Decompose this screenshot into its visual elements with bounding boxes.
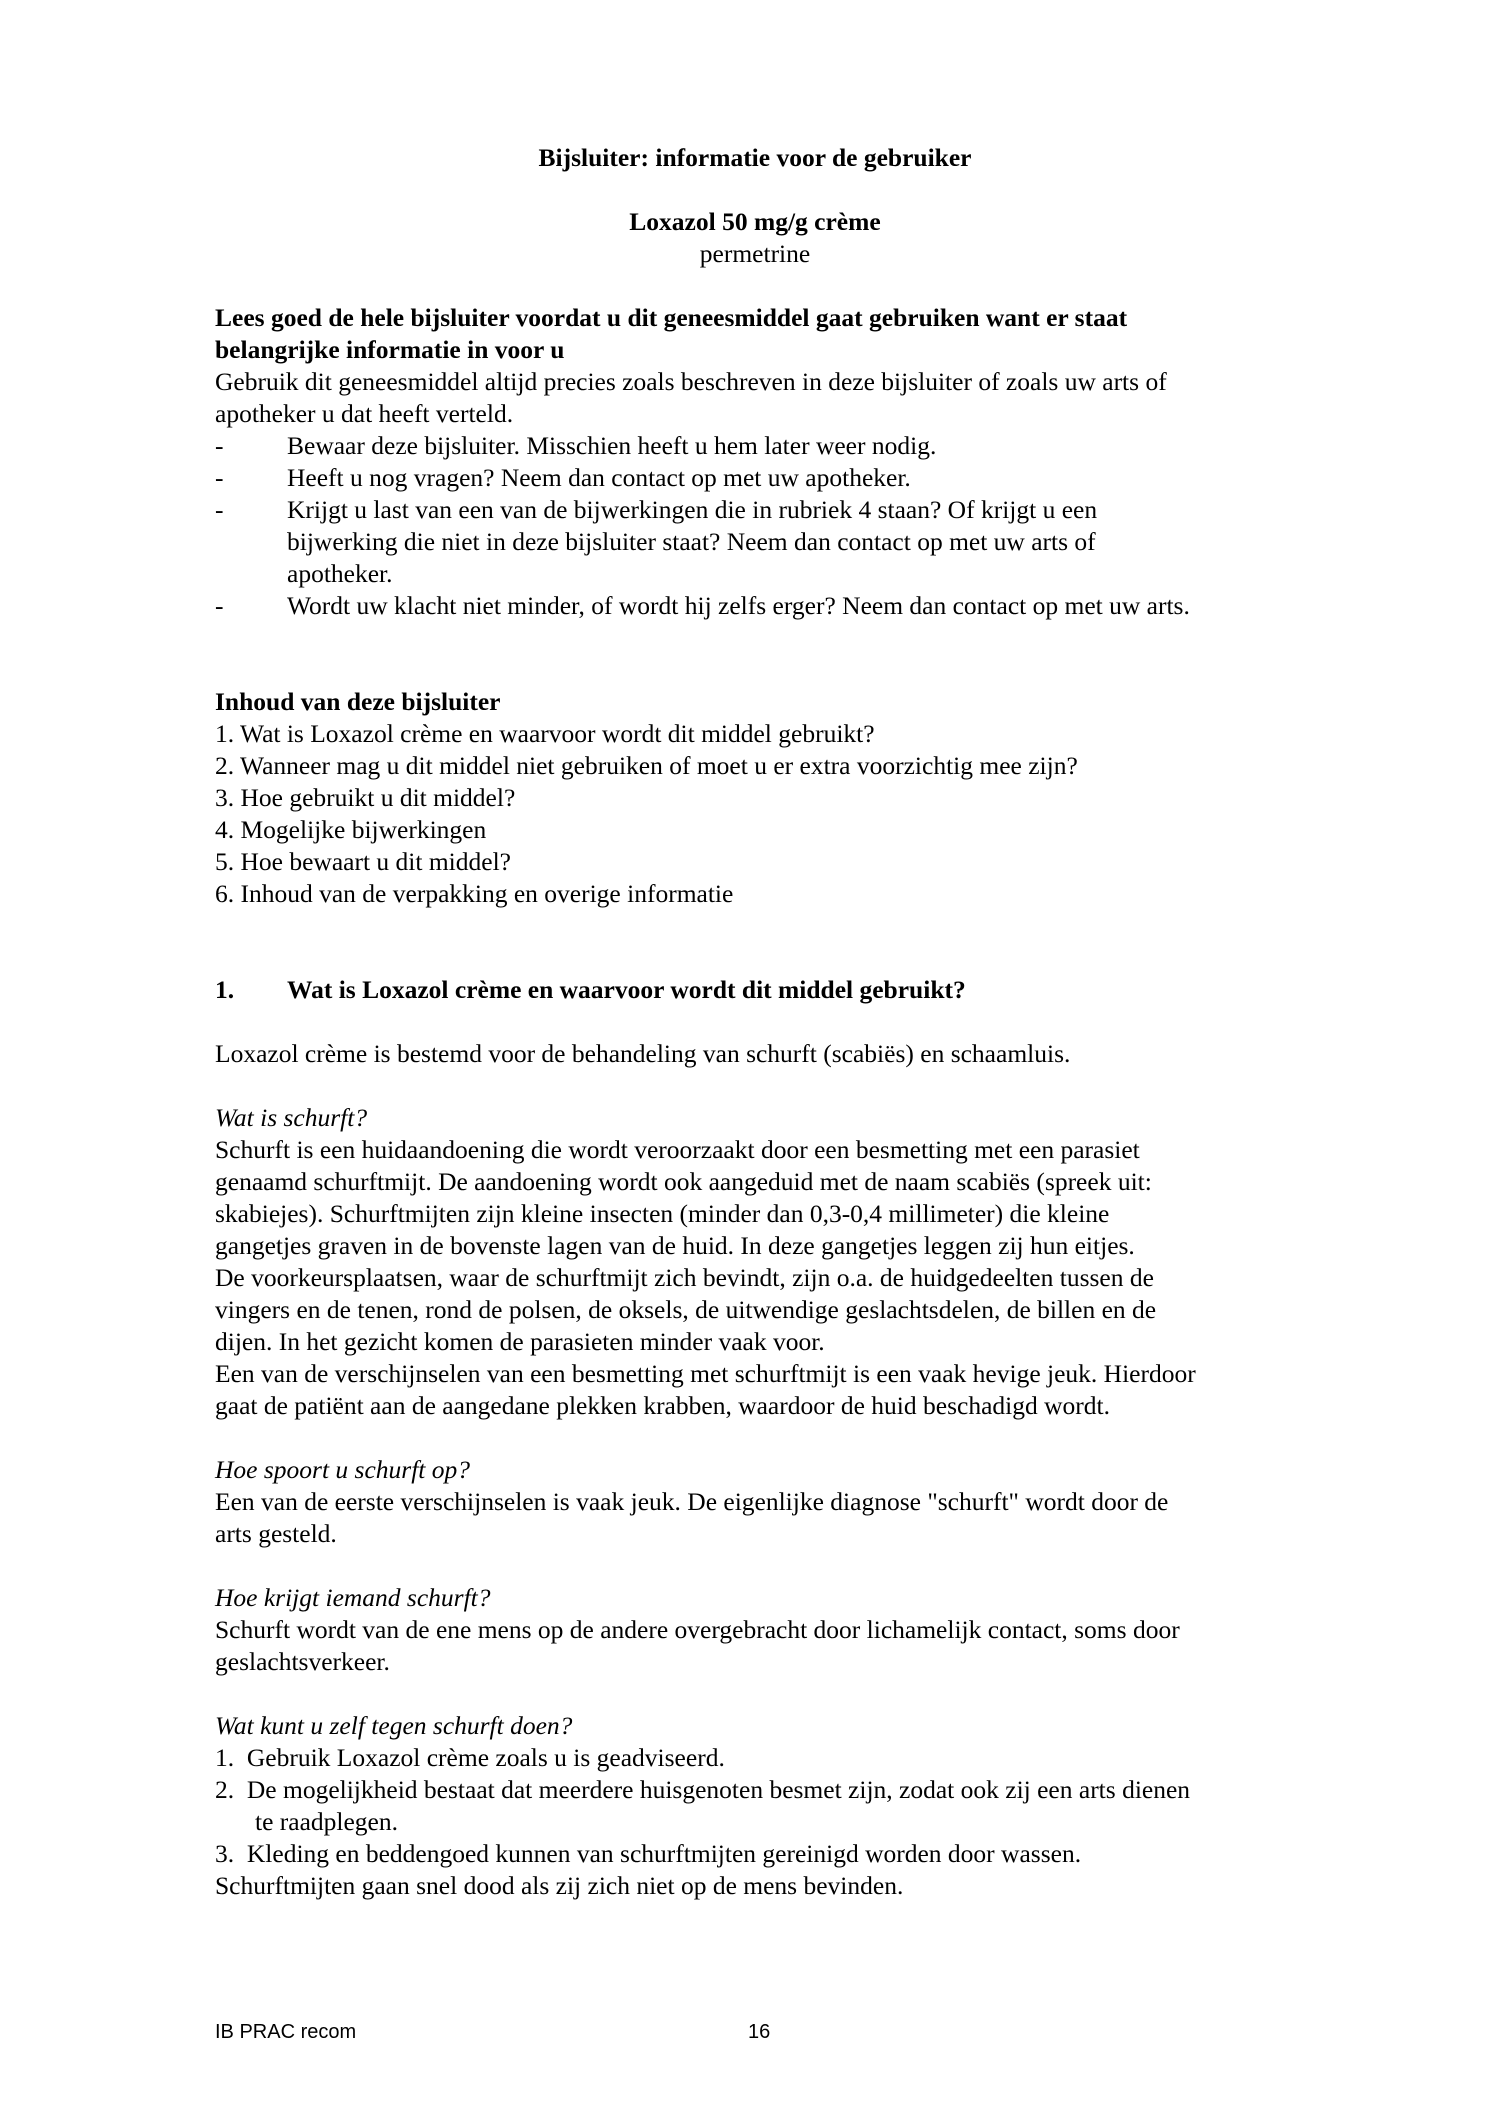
paragraph-line: arts gesteld. bbox=[215, 1519, 337, 1548]
intro-heading-line-2: belangrijke informatie in voor u bbox=[215, 335, 565, 364]
intro-bullet-continuation bbox=[215, 526, 1295, 558]
self-help-heading: Wat kunt u zelf tegen schurft doen? bbox=[215, 1711, 573, 1740]
self-help-item: 2. De mogelijkheid bestaat dat meerdere huisgenoten besmet zijn, zodat ook zij een arts dienen bbox=[215, 1775, 1191, 1804]
section-number: 1. bbox=[215, 975, 235, 1004]
section-1-intro: Loxazol crème is bestemd voor de behandeling van schurft (scabiës) en schaamluis. bbox=[215, 1039, 1071, 1068]
contents-item: 2. Wanneer mag u dit middel niet gebruiken of moet u er extra voorzichtig mee zijn? bbox=[215, 751, 1078, 780]
bullet-text: apotheker. bbox=[287, 559, 393, 588]
paragraph-line: De voorkeursplaatsen, waar de schurftmijt zich bevindt, zijn o.a. de huidgedeelten tussen de bbox=[215, 1263, 1154, 1292]
paragraph-line: dijen. In het gezicht komen de parasieten minder vaak voor. bbox=[215, 1327, 825, 1356]
page-number: 16 bbox=[748, 2021, 771, 2043]
footer-label: IB PRAC recom bbox=[215, 2021, 357, 2043]
paragraph-line: vingers en de tenen, rond de polsen, de oksels, de uitwendige geslachtsdelen, de billen en de bbox=[215, 1295, 1157, 1324]
paragraph-line: Een van de eerste verschijnselen is vaak jeuk. De eigenlijke diagnose "schurft" wordt door de bbox=[215, 1487, 1169, 1516]
bullet-text: Bewaar deze bijsluiter. Misschien heeft u hem later weer nodig. bbox=[287, 431, 937, 460]
bullet-dash: - bbox=[215, 463, 224, 492]
section-1-heading bbox=[215, 974, 1295, 1006]
bullet-dash: - bbox=[215, 431, 224, 460]
intro-bullet bbox=[215, 462, 1295, 494]
what-is-scabies-heading: Wat is schurft? bbox=[215, 1103, 368, 1132]
document-title: Bijsluiter: informatie voor de gebruiker bbox=[538, 143, 972, 172]
detect-scabies-heading: Hoe spoort u schurft op? bbox=[215, 1455, 470, 1484]
intro-bullet-continuation bbox=[215, 558, 1295, 590]
section-title: Wat is Loxazol crème en waarvoor wordt dit middel gebruikt? bbox=[287, 975, 966, 1004]
contents-item: 5. Hoe bewaart u dit middel? bbox=[215, 847, 511, 876]
product-name: Loxazol 50 mg/g crème bbox=[629, 207, 881, 236]
contents-item: 6. Inhoud van de verpakking en overige informatie bbox=[215, 879, 734, 908]
paragraph-line: Schurftmijten gaan snel dood als zij zich niet op de mens bevinden. bbox=[215, 1871, 904, 1900]
bullet-dash: - bbox=[215, 495, 224, 524]
self-help-item: 1. Gebruik Loxazol crème zoals u is geadviseerd. bbox=[215, 1743, 725, 1772]
self-help-item: 3. Kleding en beddengoed kunnen van schurftmijten gereinigd worden door wassen. bbox=[215, 1839, 1082, 1868]
paragraph-line: gaat de patiënt aan de aangedane plekken krabben, waardoor de huid beschadigd wordt. bbox=[215, 1391, 1110, 1420]
contents-item: 4. Mogelijke bijwerkingen bbox=[215, 815, 487, 844]
intro-bullet bbox=[215, 430, 1295, 462]
paragraph-line: genaamd schurftmijt. De aandoening wordt ook aangeduid met de naam scabiës (spreek uit: bbox=[215, 1167, 1152, 1196]
paragraph-line: Schurft is een huidaandoening die wordt veroorzaakt door een besmetting met een parasiet bbox=[215, 1135, 1140, 1164]
active-substance: permetrine bbox=[699, 239, 811, 268]
self-help-item-continuation: te raadplegen. bbox=[255, 1807, 399, 1836]
paragraph-line: Schurft wordt van de ene mens op de andere overgebracht door lichamelijk contact, soms door bbox=[215, 1615, 1180, 1644]
paragraph-line: geslachtsverkeer. bbox=[215, 1647, 390, 1676]
intro-text-line-2: apotheker u dat heeft verteld. bbox=[215, 399, 514, 428]
intro-bullet bbox=[215, 590, 1295, 622]
intro-text-line-1: Gebruik dit geneesmiddel altijd precies zoals beschreven in deze bijsluiter of zoals uw arts of bbox=[215, 367, 1167, 396]
bullet-text: bijwerking die niet in deze bijsluiter staat? Neem dan contact op met uw arts of bbox=[287, 527, 1096, 556]
contents-heading: Inhoud van deze bijsluiter bbox=[215, 687, 501, 716]
bullet-text: Heeft u nog vragen? Neem dan contact op met uw apotheker. bbox=[287, 463, 911, 492]
contents-item: 3. Hoe gebruikt u dit middel? bbox=[215, 783, 516, 812]
paragraph-line: Een van de verschijnselen van een besmetting met schurftmijt is een vaak hevige jeuk. Hierdoor bbox=[215, 1359, 1196, 1388]
bullet-text: Krijgt u last van een van de bijwerkingen die in rubriek 4 staan? Of krijgt u een bbox=[287, 495, 1098, 524]
bullet-dash: - bbox=[215, 591, 224, 620]
paragraph-line: skabiejes). Schurftmijten zijn kleine insecten (minder dan 0,3-0,4 millimeter) die kleine bbox=[215, 1199, 1110, 1228]
catch-scabies-heading: Hoe krijgt iemand schurft? bbox=[215, 1583, 491, 1612]
intro-heading-line-1: Lees goed de hele bijsluiter voordat u dit geneesmiddel gaat gebruiken want er staat bbox=[215, 303, 1128, 332]
paragraph-line: gangetjes graven in de bovenste lagen van de huid. In deze gangetjes leggen zij hun eitjes. bbox=[215, 1231, 1135, 1260]
contents-item: 1. Wat is Loxazol crème en waarvoor wordt dit middel gebruikt? bbox=[215, 719, 875, 748]
intro-bullet bbox=[215, 494, 1295, 526]
bullet-text: Wordt uw klacht niet minder, of wordt hij zelfs erger? Neem dan contact op met uw arts. bbox=[287, 591, 1190, 620]
